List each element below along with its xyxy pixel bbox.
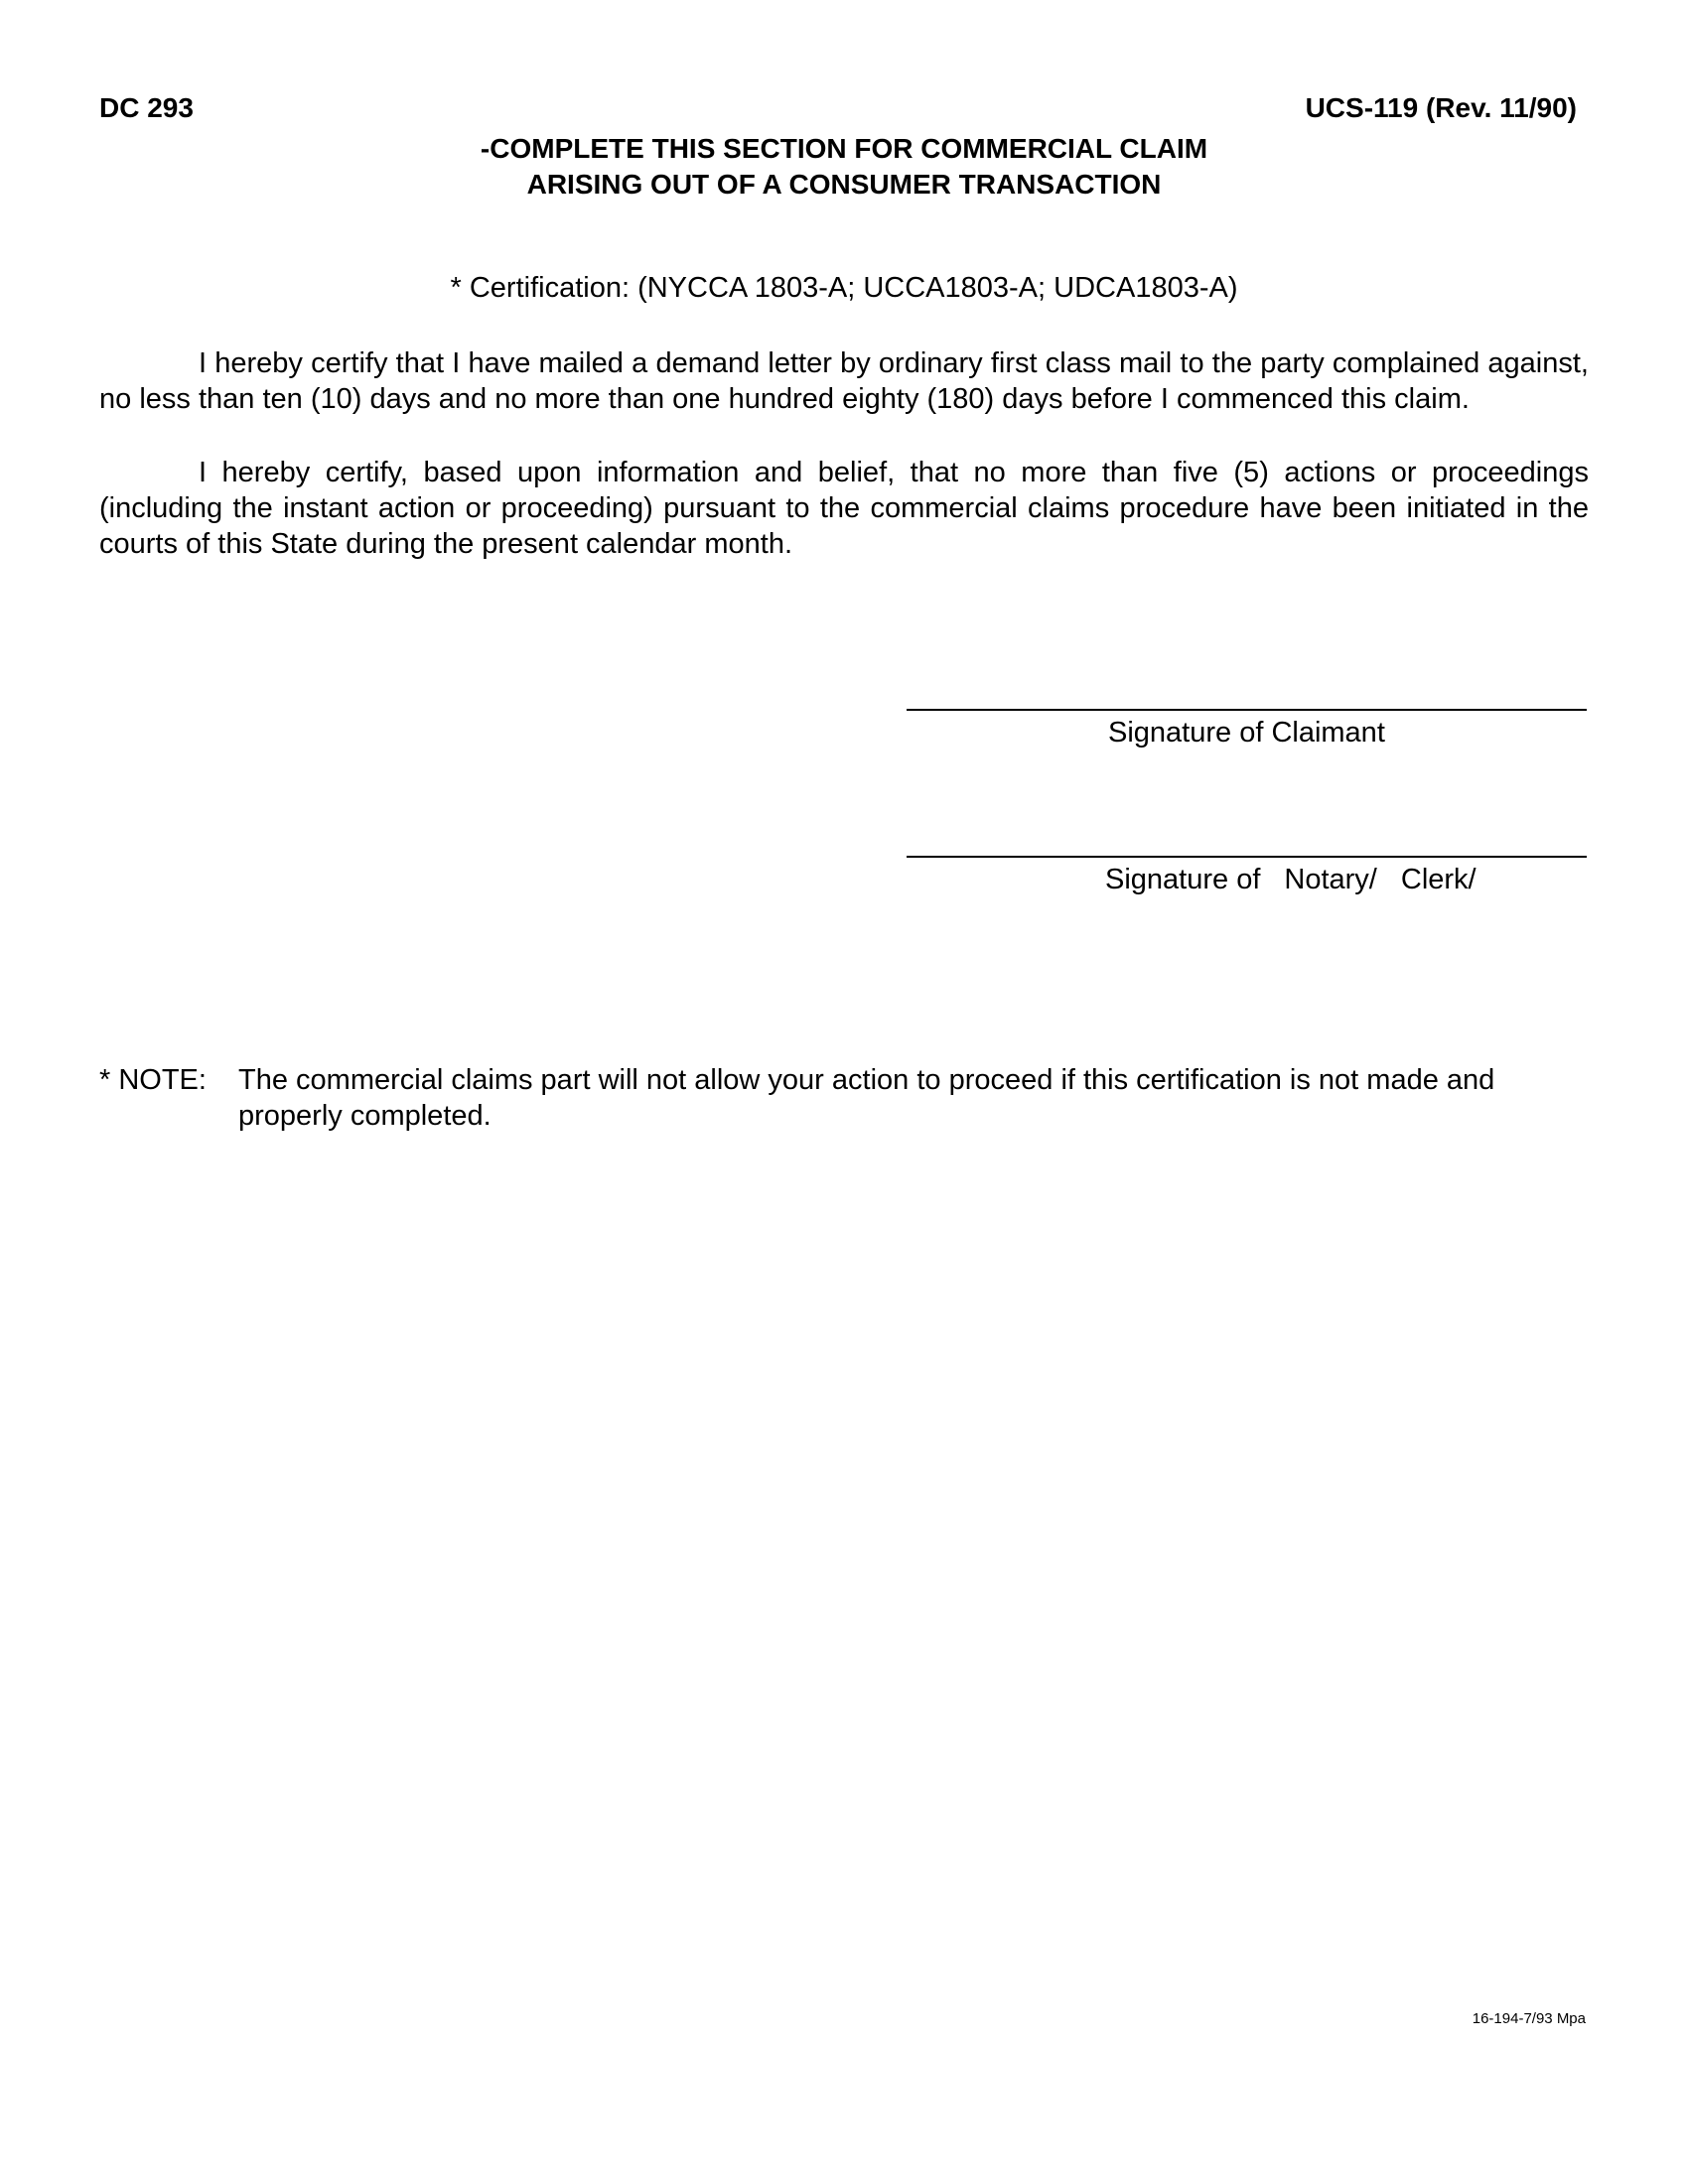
official-signature-clerk: Clerk/ (1400, 864, 1477, 895)
section-title-line1: -COMPLETE THIS SECTION FOR COMMERCIAL CLAIM (480, 133, 1208, 164)
footer-form-code: 16-194-7/93 Mpa (1472, 2010, 1586, 2027)
certification-paragraph-action-count: I hereby certify, based upon information and belief, that no more than five (5) actions or proceedings (including the instant action or proceeding) pursuant to the commercial claims procedure have been initiated in the courts of this State during the present calendar month. (99, 457, 1589, 560)
note-label: * NOTE: (99, 1064, 207, 1096)
claimant-signature-label: Signature of Claimant (1108, 717, 1385, 749)
official-signature-label (1105, 862, 1500, 897)
certification-heading: * Certification: (NYCCA 1803-A; UCCA1803-A; UDCA1803-A) (450, 272, 1238, 304)
form-code-ucs119: UCS-119 (Rev. 11/90) (1305, 92, 1577, 123)
section-title-line2: ARISING OUT OF A CONSUMER TRANSACTION (526, 169, 1162, 200)
form-code-dc293: DC 293 (99, 92, 194, 123)
official-signature-line[interactable] (907, 856, 1587, 858)
certification-paragraph-demand-letter: I hereby certify that I have mailed a demand letter by ordinary first class mail to the party complained against, no less than ten (10) days and no more than one hundred eighty (180) days before I commenced this claim. (99, 347, 1589, 415)
official-signature-prefix: Signature of (1105, 864, 1261, 895)
note-text: The commercial claims part will not allow your action to proceed if this certification is not made and properly completed. (238, 1064, 1495, 1132)
official-signature-notary: Notary/ (1284, 864, 1377, 895)
claimant-signature-line[interactable] (907, 709, 1587, 711)
